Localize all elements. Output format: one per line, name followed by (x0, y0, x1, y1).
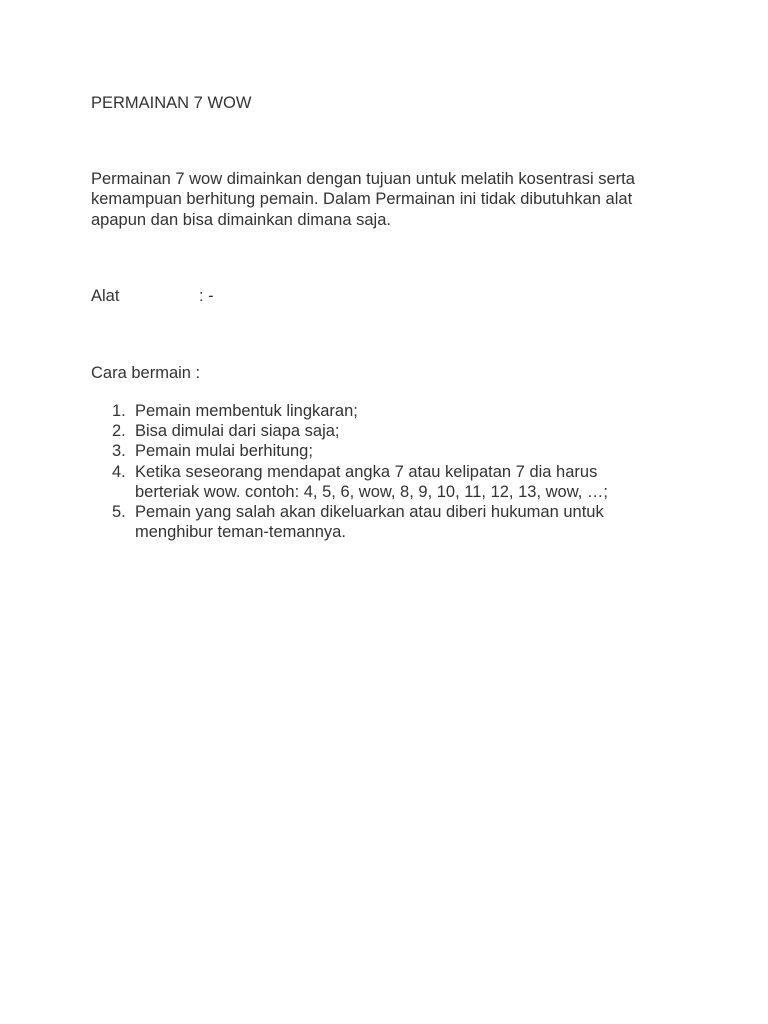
list-item (91, 502, 691, 542)
list-item (91, 441, 691, 461)
tools-value: : - (199, 287, 214, 305)
howto-heading: Cara bermain : (91, 364, 201, 382)
list-item-number: 5. (112, 503, 126, 522)
intro-line: kemampuan berhitung pemain. Dalam Permainan ini tidak dibutuhkan alat (91, 190, 633, 209)
list-item (91, 462, 691, 502)
list-item-number: 2. (112, 422, 126, 441)
list-item-text: Pemain yang salah akan dikeluarkan atau diberi hukuman untuk (135, 503, 604, 522)
tools-label: Alat (91, 287, 120, 305)
steps-list (91, 401, 691, 542)
list-item-text: Pemain membentuk lingkaran; (135, 402, 358, 420)
list-item (91, 401, 691, 421)
intro-paragraph (91, 169, 671, 230)
list-item-number: 1. (112, 402, 126, 420)
intro-line: Permainan 7 wow dimainkan dengan tujuan untuk melatih kosentrasi serta (91, 170, 635, 188)
list-item-text: Ketika seseorang mendapat angka 7 atau kelipatan 7 dia harus (135, 462, 598, 481)
tools-row (91, 286, 214, 306)
list-item-text: Bisa dimulai dari siapa saja; (135, 422, 340, 441)
list-item-number: 3. (112, 442, 126, 461)
list-item (91, 421, 691, 441)
list-item-text: Pemain mulai berhitung; (135, 442, 313, 461)
document-title: PERMAINAN 7 WOW (91, 94, 252, 112)
intro-line: apapun dan bisa dimainkan dimana saja. (91, 210, 391, 229)
list-item-number: 4. (112, 462, 126, 481)
list-item-text: menghibur teman-temannya. (135, 523, 346, 542)
list-item-text: berteriak wow. contoh: 4, 5, 6, wow, 8, 9, 10, 11, 12, 13, wow, …; (135, 482, 608, 501)
